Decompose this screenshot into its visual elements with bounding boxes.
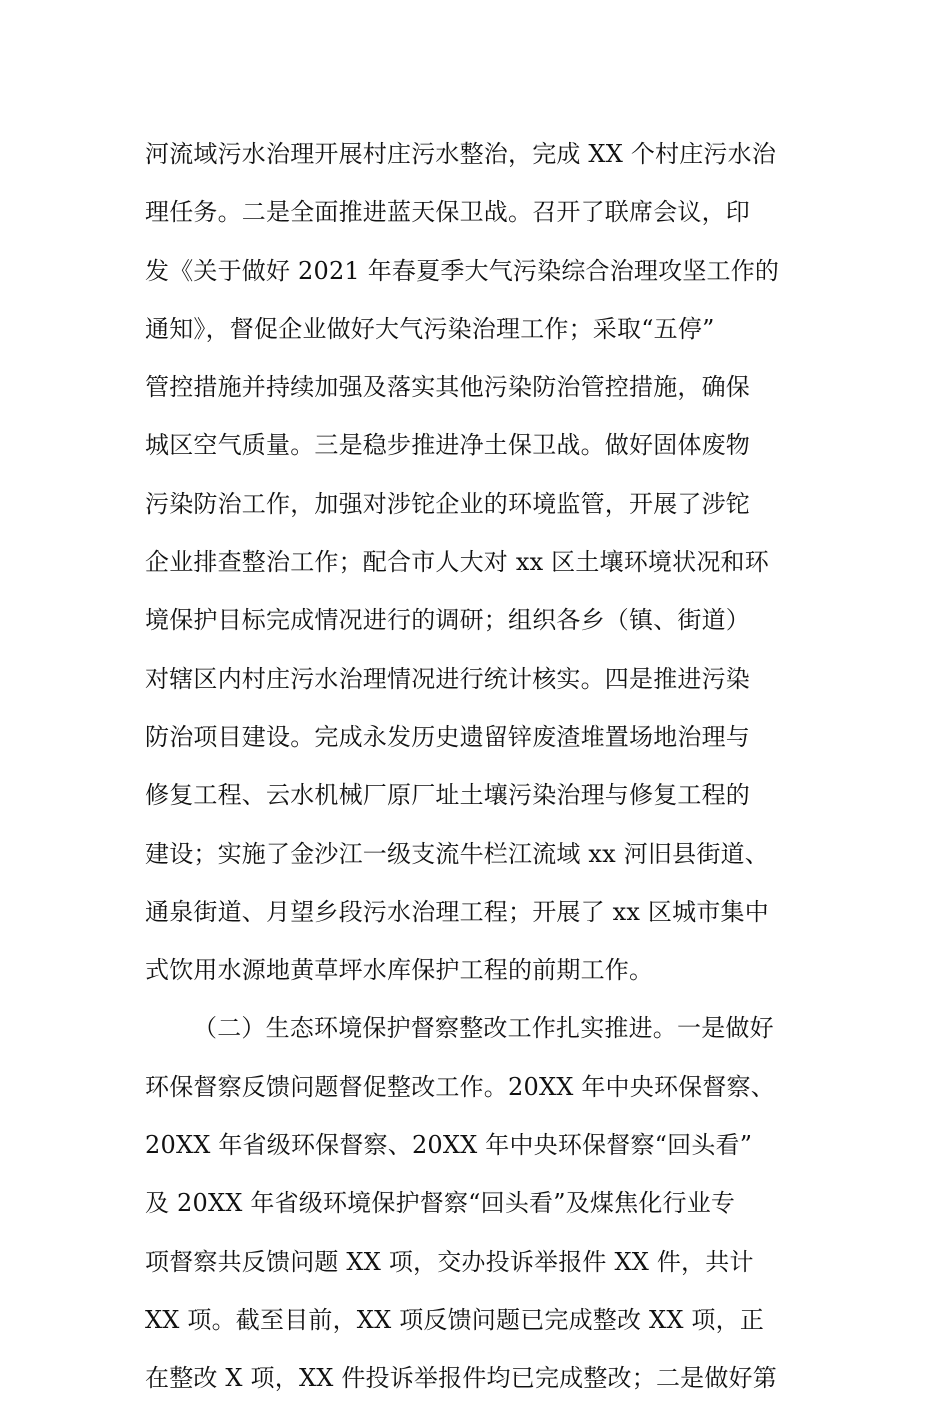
text-line: 通知》，督促企业做好大气污染治理工作；采取“五停”	[145, 314, 715, 343]
text-line: 式饮用水源地黄草坪水库保护工程的前期工作。	[145, 956, 654, 985]
text-line: 通泉街道、月望乡段污水治理工程；开展了 xx 区城市集中	[145, 897, 769, 926]
text-line: 境保护目标完成情况进行的调研；组织各乡（镇、街道）	[145, 606, 750, 635]
text-line: 理任务。二是全面推进蓝天保卫战。召开了联席会议，印	[145, 198, 750, 227]
text-line: 环保督察反馈问题督促整改工作。20XX 年中央环保督察、	[145, 1072, 775, 1101]
text-line: 建设；实施了金沙江一级支流牛栏江流域 xx 河旧县街道、	[145, 839, 769, 868]
text-line: 管控措施并持续加强及落实其他污染防治管控措施，确保	[145, 373, 750, 402]
body-text	[145, 125, 825, 1408]
text-line: 对辖区内村庄污水治理情况进行统计核实。四是推进污染	[145, 664, 750, 693]
text-line: 河流域污水治理开展村庄污水整治，完成 XX 个村庄污水治	[145, 140, 777, 168]
text-line: 发《关于做好 2021 年春夏季大气污染综合治理攻坚工作的	[145, 256, 780, 285]
text-line: 污染防治工作，加强对涉铊企业的环境监管，开展了涉铊	[145, 489, 750, 518]
text-line: 防治项目建设。完成永发历史遗留锌废渣堆置场地治理与	[145, 722, 750, 751]
text-line: 在整改 X 项，XX 件投诉举报件均已完成整改；二是做好第	[145, 1364, 777, 1393]
text-line: 城区空气质量。三是稳步推进净土保卫战。做好固体废物	[145, 431, 750, 460]
text-line: XX 项。截至目前，XX 项反馈问题已完成整改 XX 项，正	[145, 1305, 765, 1334]
text-line: 及 20XX 年省级环境保护督察“回头看”及煤焦化行业专	[145, 1189, 736, 1218]
text-line: 项督察共反馈问题 XX 项，交办投诉举报件 XX 件，共计	[145, 1247, 754, 1276]
paragraph-start-line: （二）生态环境保护督察整改工作扎实推进。一是做好	[193, 1014, 774, 1043]
text-line: 企业排查整治工作；配合市人大对 xx 区土壤环境状况和环	[145, 548, 769, 577]
text-line: 20XX 年省级环保督察、20XX 年中央环保督察“回头看”	[145, 1131, 753, 1160]
text-line: 修复工程、云水机械厂原厂址土壤污染治理与修复工程的	[145, 781, 750, 810]
